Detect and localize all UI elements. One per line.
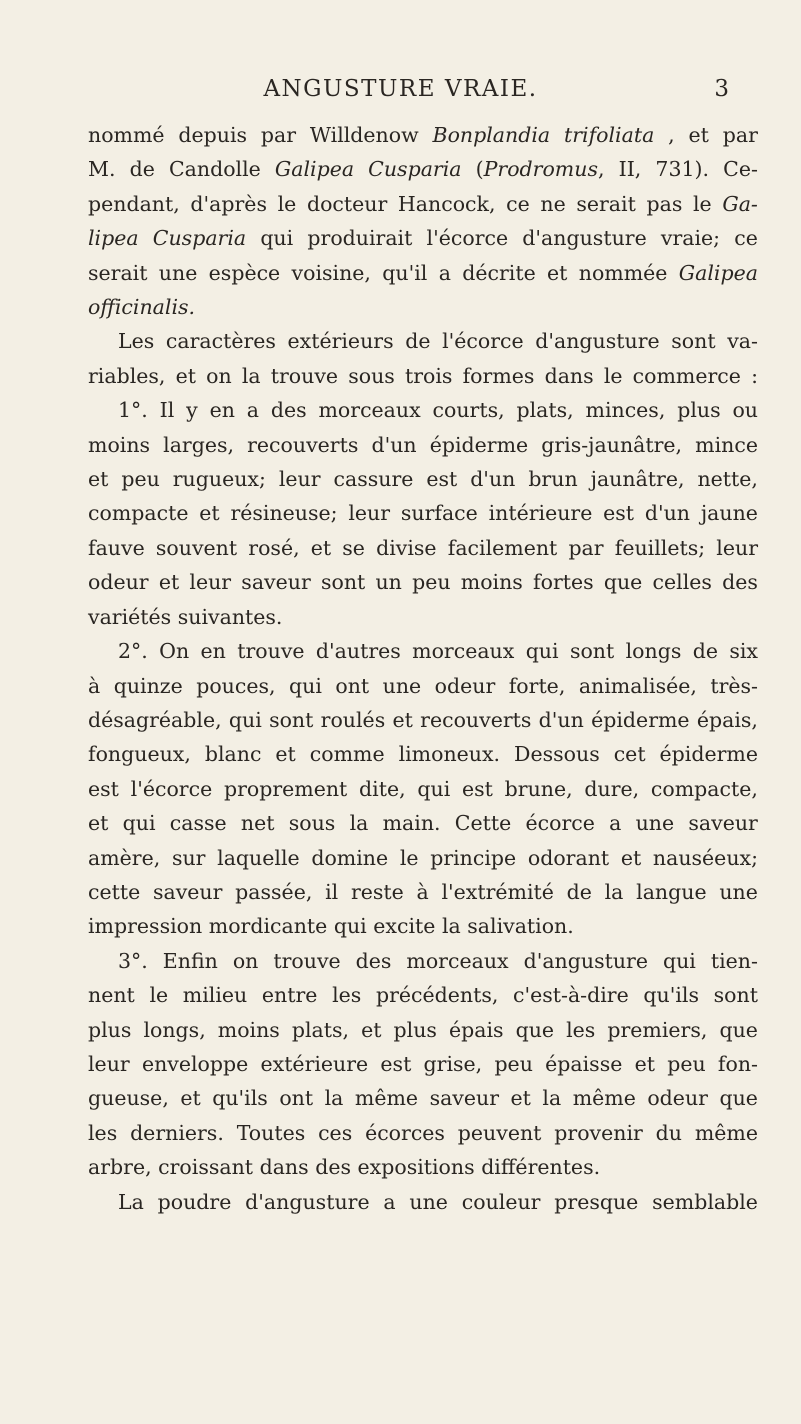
text-line: impression mordicante qui excite la salivation. — [88, 914, 574, 939]
text-line: riables, et on la trouve sous trois formes dans le commerce : — [88, 363, 758, 388]
text-line: leur enveloppe extérieure est grise, peu épaisse et peu fon- — [88, 1051, 758, 1076]
text-line: fongueux, blanc et comme limoneux. Dessous cet épiderme — [88, 742, 758, 767]
text-line: nent le milieu entre les précédents, c'est-à-dire qu'ils sont — [88, 983, 758, 1008]
text-line: pendant, d'après le docteur Hancock, ce ne serait pas le Ga- — [88, 191, 758, 216]
text-line: 1°. Il y en a des morceaux courts, plats, minces, plus ou — [118, 398, 758, 423]
text-line: à quinze pouces, qui ont une odeur forte, animalisée, très- — [88, 673, 758, 698]
text-line: arbre, croissant dans des expositions différentes. — [88, 1155, 601, 1180]
text-line: variétés suivantes. — [88, 604, 283, 629]
text-line: 2°. On en trouve d'autres morceaux qui sont longs de six — [118, 639, 758, 664]
page-number: 3 — [714, 76, 729, 102]
running-title: ANGUSTURE VRAIE. — [263, 76, 538, 102]
running-head — [0, 76, 801, 110]
text-line: plus longs, moins plats, et plus épais que les premiers, que — [88, 1017, 758, 1042]
text-line: Les caractères extérieurs de l'écorce d'angusture sont va- — [118, 329, 758, 354]
text-line: officinalis. — [88, 295, 196, 320]
text-line: et qui casse net sous la main. Cette écorce a une saveur — [88, 811, 758, 836]
text-line: serait une espèce voisine, qu'il a décrite et nommée Galipea — [88, 260, 758, 285]
text-line: désagréable, qui sont roulés et recouverts d'un épiderme épais, — [88, 707, 758, 732]
body-text — [88, 118, 758, 1219]
text-line: cette saveur passée, il reste à l'extrémité de la langue une — [88, 879, 758, 904]
text-line: compacte et résineuse; leur surface intérieure est d'un jaune — [88, 501, 758, 526]
text-line: La poudre d'angusture a une couleur presque semblable — [118, 1189, 758, 1214]
text-line: lipea Cusparia qui produirait l'écorce d'angusture vraie; ce — [88, 226, 758, 251]
text-line: odeur et leur saveur sont un peu moins fortes que celles des — [88, 570, 758, 595]
text-line: moins larges, recouverts d'un épiderme gris-jaunâtre, mince — [88, 432, 758, 457]
text-line: amère, sur laquelle domine le principe odorant et nauséeux; — [88, 845, 758, 870]
text-line: nommé depuis par Willdenow Bonplandia trifoliata , et par — [88, 123, 758, 147]
text-line: est l'écorce proprement dite, qui est brune, dure, compacte, — [88, 776, 758, 801]
text-line: M. de Candolle Galipea Cusparia (Prodromus, II, 731). Ce- — [88, 157, 758, 182]
text-line: fauve souvent rosé, et se divise facilement par feuillets; leur — [88, 535, 758, 560]
text-line: 3°. Enfin on trouve des morceaux d'angusture qui tien- — [118, 948, 758, 973]
text-line: et peu rugueux; leur cassure est d'un brun jaunâtre, nette, — [88, 467, 758, 492]
text-line: gueuse, et qu'ils ont la même saveur et la même odeur que — [88, 1086, 758, 1111]
text-line: les derniers. Toutes ces écorces peuvent provenir du même — [88, 1120, 758, 1145]
